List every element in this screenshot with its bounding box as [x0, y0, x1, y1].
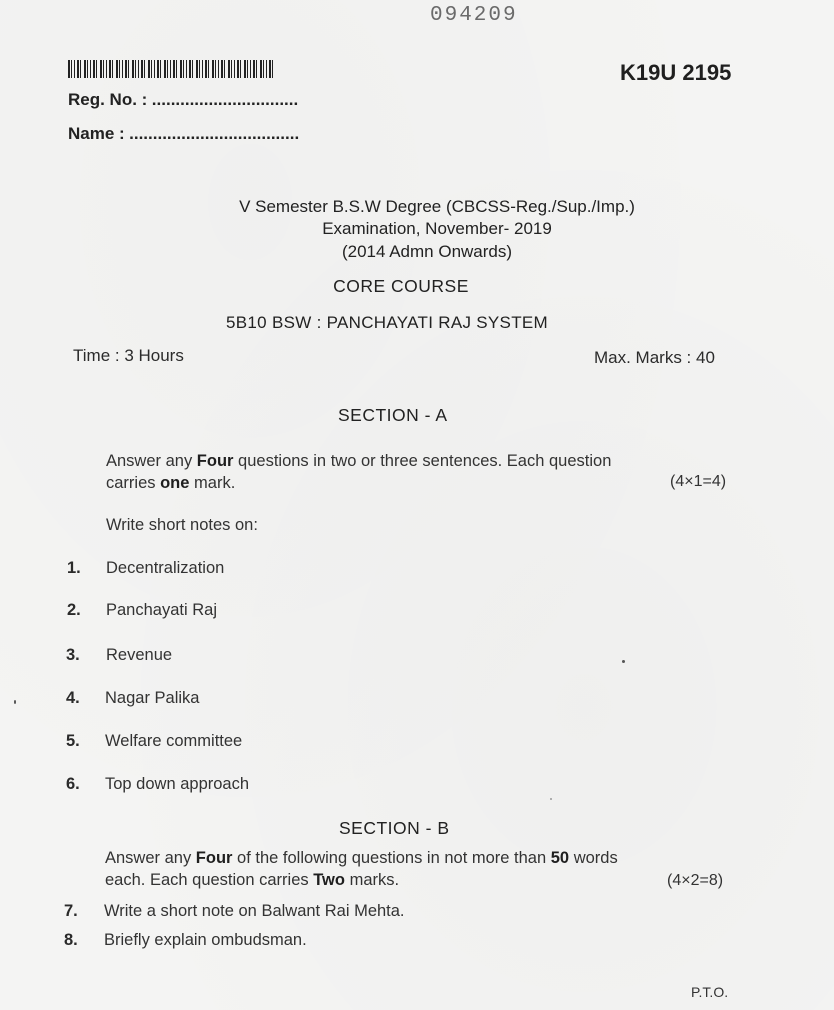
- name-blank: ....................................: [129, 124, 300, 143]
- question-text: Top down approach: [105, 775, 250, 793]
- question-text: Revenue: [106, 646, 173, 664]
- question-number: 5.: [66, 732, 80, 750]
- name-label: Name :: [68, 124, 125, 143]
- question-number: 2.: [67, 601, 81, 619]
- question-number: 6.: [66, 775, 80, 793]
- question-item: [66, 732, 80, 751]
- serial-number: 094209: [430, 4, 518, 27]
- question-text: Briefly explain ombudsman.: [104, 931, 307, 949]
- course-title: 5B10 BSW : PANCHAYATI RAJ SYSTEM: [226, 313, 548, 332]
- scan-speck: [550, 798, 552, 800]
- section-a-instruction-line-2: carries one mark.: [106, 474, 236, 492]
- time-allowed: Time : 3 Hours: [73, 346, 184, 365]
- section-b-score: (4×2=8): [667, 872, 724, 889]
- core-course-heading: CORE COURSE: [333, 276, 469, 296]
- question-text: Write a short note on Balwant Rai Mehta.: [104, 902, 405, 920]
- question-number: 1.: [67, 559, 81, 577]
- question-item: [66, 775, 80, 794]
- question-number: 3.: [66, 646, 80, 664]
- section-b-heading: SECTION - B: [339, 818, 450, 838]
- max-marks: Max. Marks : 40: [594, 348, 715, 367]
- question-item: [67, 559, 81, 578]
- question-number: 4.: [66, 689, 80, 707]
- question-item: [67, 601, 81, 620]
- section-a-heading: SECTION - A: [338, 405, 448, 425]
- barcode: [68, 60, 274, 78]
- exam-title-line-3: (2014 Admn Onwards): [341, 242, 513, 261]
- scan-speck: [622, 660, 625, 663]
- section-b-instruction-line-2: each. Each question carries Two marks.: [105, 871, 400, 889]
- paper-code: K19U 2195: [620, 60, 732, 85]
- question-text: Panchayati Raj: [106, 601, 217, 619]
- exam-title-line-1: V Semester B.S.W Degree (CBCSS-Reg./Sup./Imp.): [239, 197, 635, 216]
- question-number: 8.: [64, 931, 78, 949]
- question-number: 7.: [64, 902, 78, 920]
- question-text: Welfare committee: [105, 732, 243, 750]
- section-b-instruction-line-1: Answer any Four of the following questions in not more than 50 words: [105, 849, 618, 867]
- question-text: Decentralization: [106, 559, 225, 577]
- question-item: [64, 902, 78, 921]
- name-field: [68, 124, 299, 144]
- section-a-instruction-line-1: Answer any Four questions in two or three sentences. Each question: [106, 452, 612, 470]
- scan-speck: [14, 700, 16, 704]
- question-text: Nagar Palika: [105, 689, 200, 707]
- question-item: [66, 689, 80, 708]
- question-item: [66, 646, 80, 665]
- question-item: [64, 931, 78, 950]
- reg-no-field: [68, 90, 298, 110]
- reg-no-label: Reg. No. :: [68, 90, 148, 109]
- pto-footer: P.T.O.: [691, 984, 729, 1000]
- exam-title-line-2: Examination, November- 2019: [322, 219, 552, 238]
- section-a-score: (4×1=4): [670, 473, 727, 490]
- reg-no-blank: ...............................: [151, 90, 299, 109]
- section-a-sub-instruction: Write short notes on:: [106, 516, 258, 534]
